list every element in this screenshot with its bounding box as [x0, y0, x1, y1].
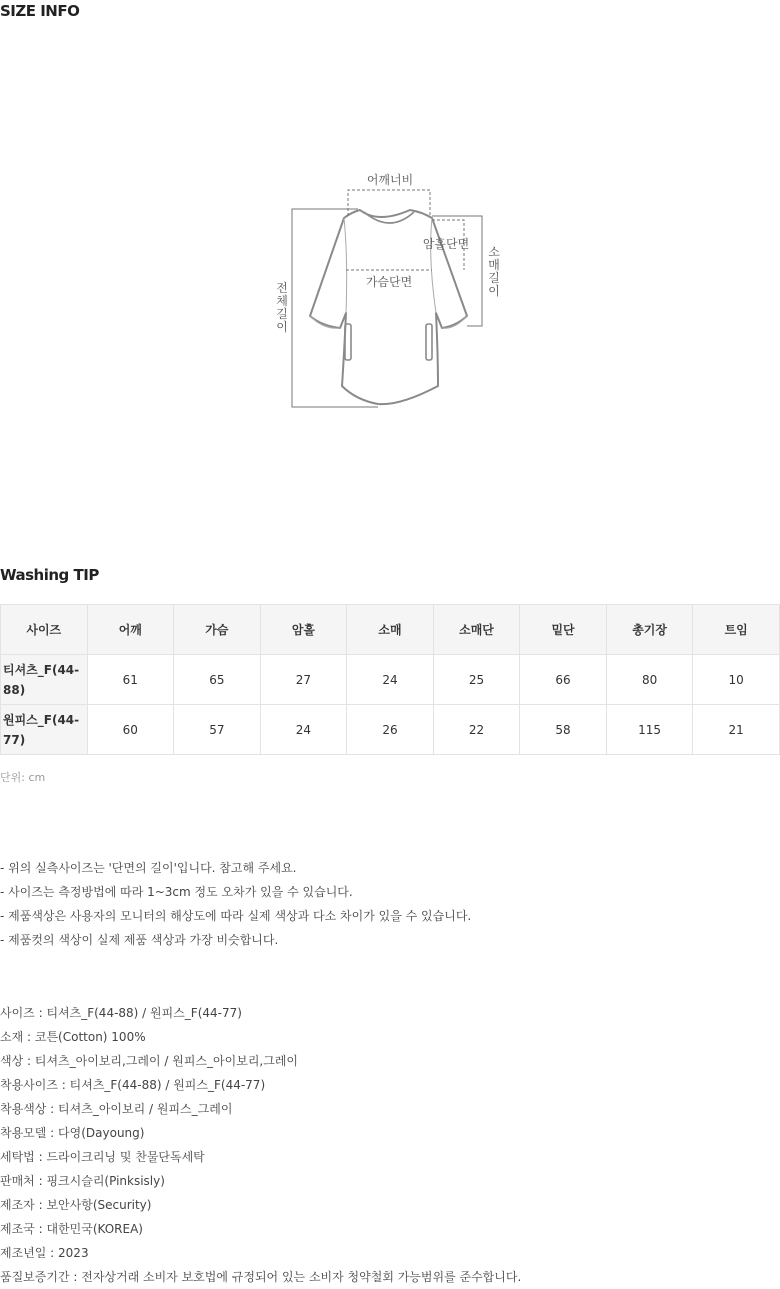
note-line: - 위의 실측사이즈는 '단면의 길이'입니다. 참고해 주세요.	[0, 861, 297, 875]
row-size-name: 원피스_F(44-77)	[1, 705, 88, 755]
washing-tip-heading: Washing TIP	[0, 566, 99, 584]
table-header-row	[1, 605, 780, 655]
info-line: 착용사이즈 : 티셔츠_F(44-88) / 원피스_F(44-77)	[0, 1078, 266, 1092]
total-length-label-3: 길	[276, 307, 288, 321]
info-line: 제조자 : 보안사항(Security)	[0, 1198, 152, 1212]
table-cell: 57	[174, 705, 261, 755]
table-cell: 58	[520, 705, 607, 755]
column-header: 어깨	[87, 605, 174, 655]
table-cell: 24	[347, 655, 434, 705]
table-cell: 22	[433, 705, 520, 755]
table-row	[1, 705, 780, 755]
sleeve-length-label-3: 길	[488, 271, 500, 285]
info-line: 사이즈 : 티셔츠_F(44-88) / 원피스_F(44-77)	[0, 1006, 242, 1020]
table-cell: 61	[87, 655, 174, 705]
table-cell: 21	[693, 705, 780, 755]
measurement-notes	[0, 856, 471, 952]
table-cell: 25	[433, 655, 520, 705]
column-header: 트임	[693, 605, 780, 655]
table-cell: 80	[606, 655, 693, 705]
table-cell: 60	[87, 705, 174, 755]
note-line: - 사이즈는 측정방법에 따라 1~3cm 정도 오차가 있을 수 있습니다.	[0, 885, 353, 899]
column-header: 사이즈	[1, 605, 88, 655]
info-line: 소재 : 코튼(Cotton) 100%	[0, 1030, 146, 1044]
info-line: 판매처 : 핑크시슬리(Pinksisly)	[0, 1174, 165, 1188]
table-cell: 65	[174, 655, 261, 705]
product-info	[0, 1001, 521, 1289]
row-size-name: 티셔츠_F(44-88)	[1, 655, 88, 705]
size-info-heading: SIZE INFO	[0, 2, 80, 20]
info-line: 착용모델 : 다영(Dayoung)	[0, 1126, 145, 1140]
table-cell: 115	[606, 705, 693, 755]
info-line: 세탁법 : 드라이크리닝 및 찬물단독세탁	[0, 1150, 205, 1164]
size-diagram	[260, 168, 520, 418]
table-cell: 26	[347, 705, 434, 755]
column-header: 가슴	[174, 605, 261, 655]
total-length-label-2: 체	[276, 294, 288, 308]
table-cell: 10	[693, 655, 780, 705]
info-line: 제조국 : 대한민국(KOREA)	[0, 1222, 143, 1236]
table-row	[1, 655, 780, 705]
unit-note: 단위: cm	[0, 771, 46, 784]
column-header: 총기장	[606, 605, 693, 655]
armhole-label: 암홀단면	[422, 237, 470, 251]
table-cell: 27	[260, 655, 347, 705]
table-cell: 66	[520, 655, 607, 705]
size-table	[0, 604, 780, 755]
info-line: 제조년일 : 2023	[0, 1246, 89, 1260]
chest-label: 가슴단면	[365, 275, 413, 289]
info-line: 색상 : 티셔츠_아이보리,그레이 / 원피스_아이보리,그레이	[0, 1054, 298, 1068]
column-header: 밑단	[520, 605, 607, 655]
column-header: 암홀	[260, 605, 347, 655]
sleeve-length-label-1: 소	[488, 245, 500, 259]
total-length-label-1: 전	[276, 281, 288, 295]
column-header: 소매	[347, 605, 434, 655]
column-header: 소매단	[433, 605, 520, 655]
info-line: 품질보증기간 : 전자상거래 소비자 보호법에 규정되어 있는 소비자 청약철회 가능범위를 준수합니다.	[0, 1270, 522, 1284]
table-cell: 24	[260, 705, 347, 755]
total-length-label-4: 이	[276, 320, 288, 334]
dress-illustration	[260, 168, 520, 418]
sleeve-length-label-4: 이	[488, 284, 500, 298]
info-line: 착용색상 : 티셔츠_아이보리 / 원피스_그레이	[0, 1102, 233, 1116]
shoulder-width-label: 어깨너비	[366, 173, 414, 187]
note-line: - 제품컷의 색상이 실제 제품 색상과 가장 비슷합니다.	[0, 933, 279, 947]
sleeve-length-label-2: 매	[488, 258, 500, 272]
note-line: - 제품색상은 사용자의 모니터의 해상도에 따라 실제 색상과 다소 차이가 있을 수 있습니다.	[0, 909, 472, 923]
